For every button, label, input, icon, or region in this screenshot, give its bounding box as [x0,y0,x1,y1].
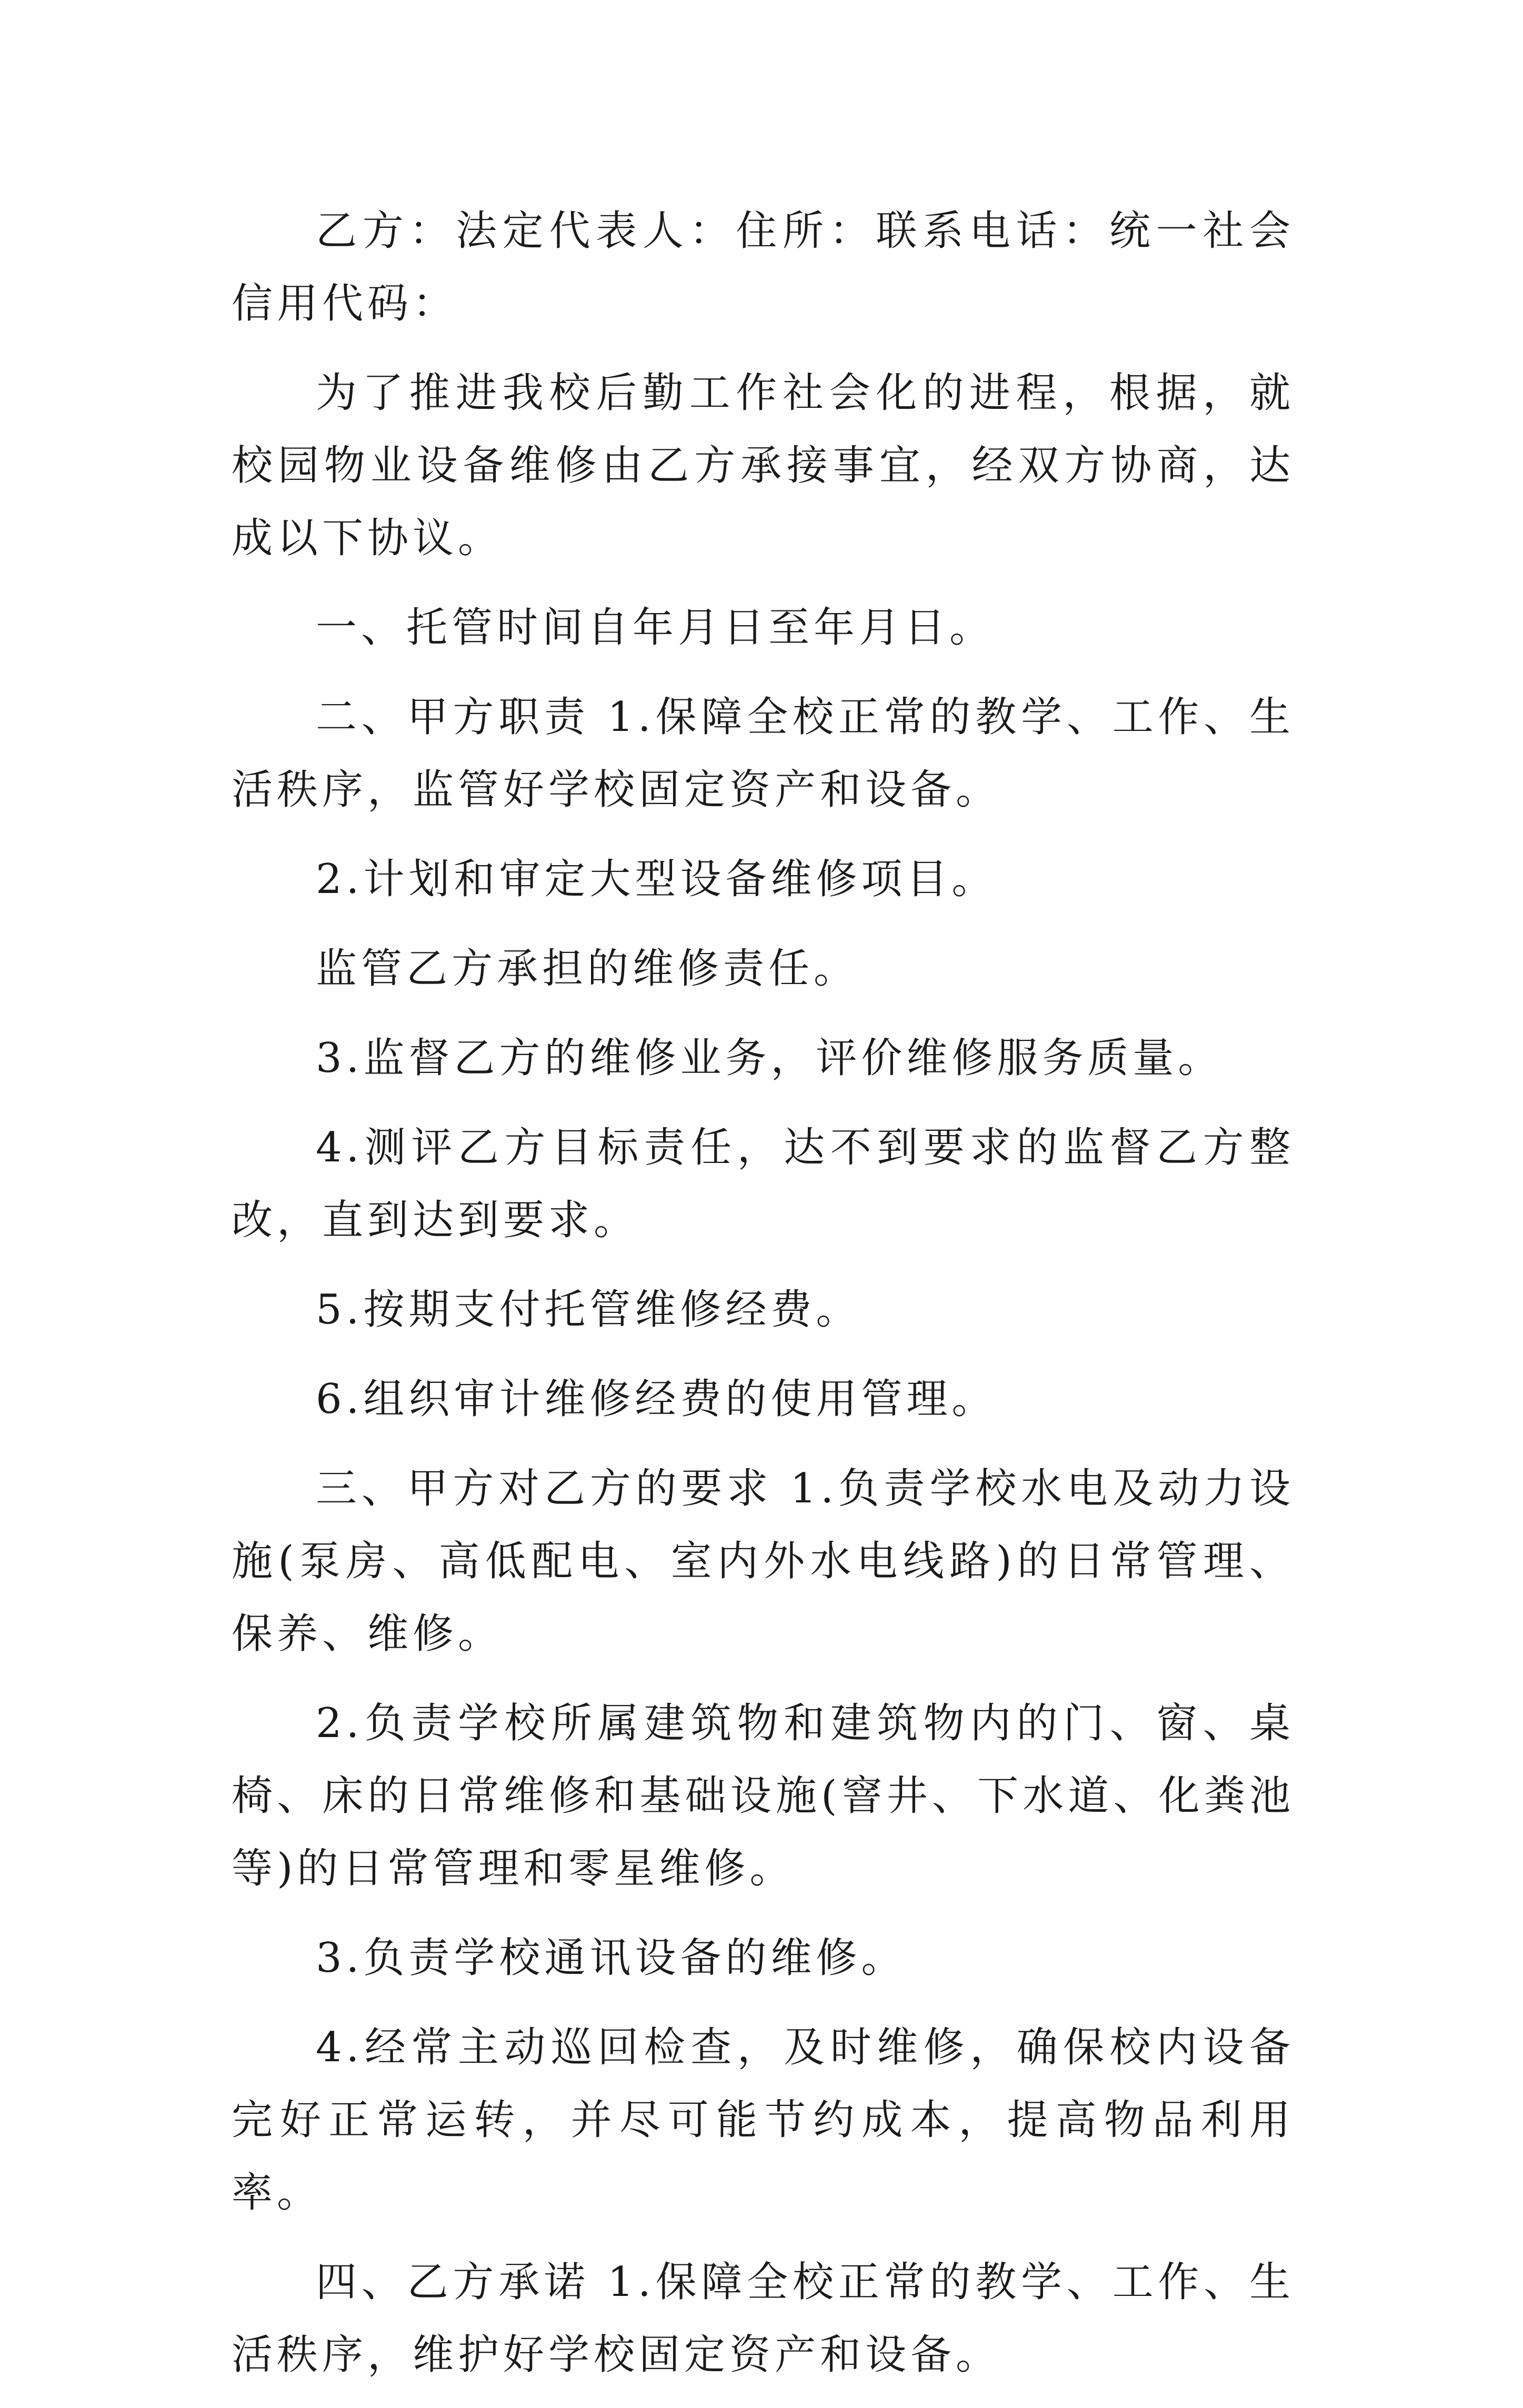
document-body [232,195,1295,2408]
paragraph-party-a-duties-2: 2.计划和审定大型设备维修项目。 [316,856,997,903]
paragraph-party-b-commitment-1: 四、乙方承诺 1.保障全校正常的教学、工作、生活秩序，维护好学校固定资产和设备。 [232,2259,1295,2379]
paragraph-term: 一、托管时间自年月日至年月日。 [316,604,995,651]
paragraph-party-a-duties-3: 3.监督乙方的维修业务，评价维修服务质量。 [316,1035,1224,1082]
paragraph-requirements-4: 4.经常主动巡回检查，及时维修，确保校内设备完好正常运转，并尽可能节约成本，提高物品利用率。 [232,2024,1295,2216]
paragraph-requirements-3: 3.负责学校通讯设备的维修。 [316,1934,907,1982]
paragraph-requirements-2: 2.负责学校所属建筑物和建筑物内的门、窗、桌椅、床的日常维修和基础设施(窨井、下水道、化粪池等)的日常管理和零星维修。 [232,1700,1295,1892]
paragraph-preamble: 为了推进我校后勤工作社会化的进程，根据，就校园物业设备维修由乙方承接事宜，经双方协商，达成以下协议。 [232,369,1295,562]
paragraph-supervise-responsibility: 监管乙方承担的维修责任。 [316,945,859,992]
paragraph-requirements-1: 三、甲方对乙方的要求 1.负责学校水电及动力设施(泵房、高低配电、室内外水电线路)的日常管理、保养、维修。 [232,1465,1295,1658]
paragraph-party-a-duties-1: 二、甲方职责 1.保障全校正常的教学、工作、生活秩序，监管好学校固定资产和设备。 [232,694,1295,814]
paragraph-party-a-duties-4: 4.测评乙方目标责任，达不到要求的监督乙方整改，直到达到要求。 [232,1124,1295,1244]
paragraph-party-a-duties-6: 6.组织审计维修经费的使用管理。 [316,1376,997,1423]
paragraph-party-b-info: 乙方：法定代表人：住所：联系电话：统一社会信用代码： [232,207,1295,327]
paragraph-party-a-duties-5: 5.按期支付托管维修经费。 [316,1286,861,1333]
